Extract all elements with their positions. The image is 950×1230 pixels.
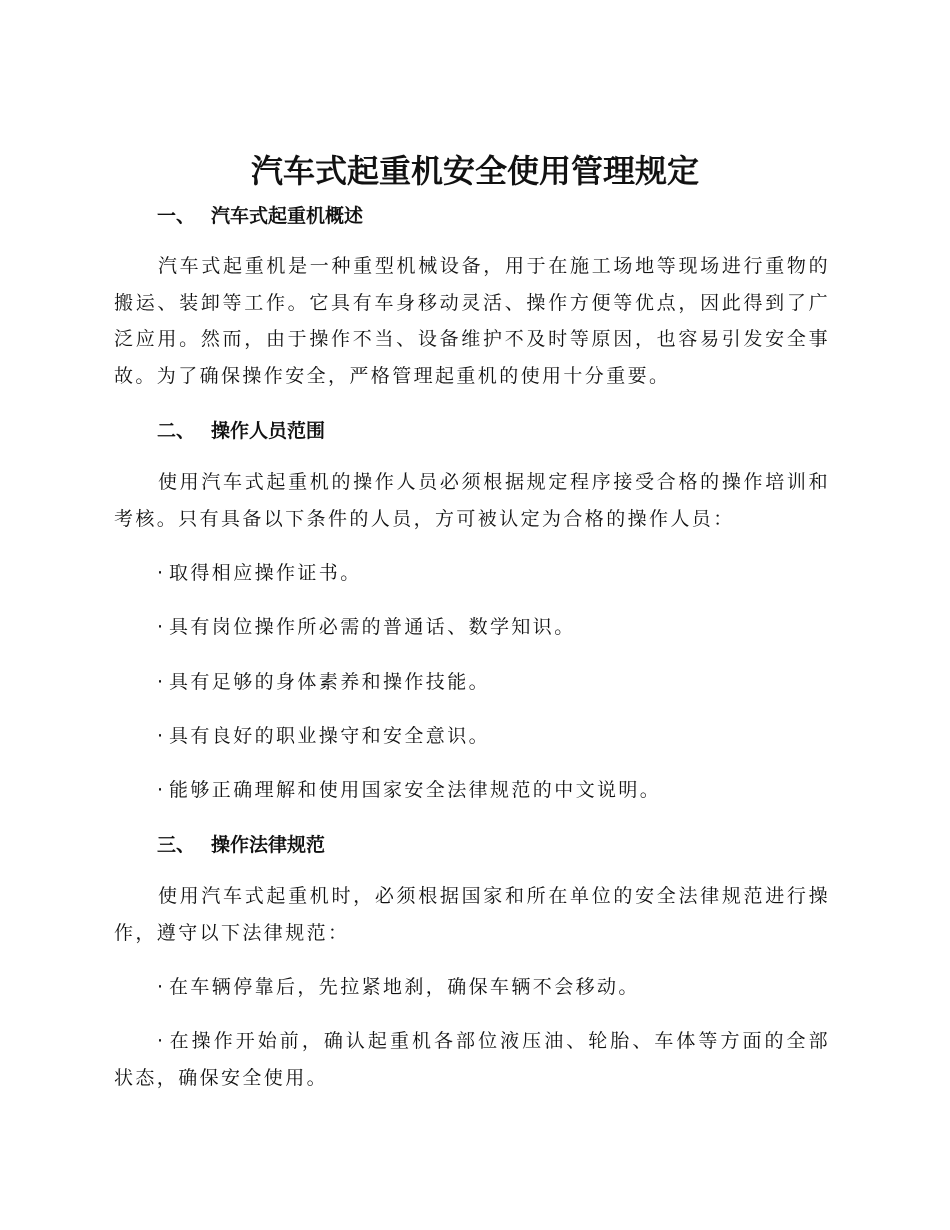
bullet-dot-icon: · [157, 1030, 164, 1052]
list-item [157, 555, 362, 591]
list-item [114, 1023, 830, 1096]
section-number: 二、 [157, 420, 196, 442]
list-item-text: 取得相应操作证书。 [169, 562, 362, 584]
list-item-text: 具有良好的职业操守和安全意识。 [169, 725, 491, 747]
list-item [157, 772, 661, 808]
list-item-text: 能够正确理解和使用国家安全法律规范的中文说明。 [169, 779, 662, 801]
list-item-text: 具有岗位操作所必需的普通话、数学知识。 [169, 616, 576, 638]
list-item [157, 664, 490, 700]
bullet-dot-icon: · [157, 562, 164, 584]
section-number: 三、 [157, 834, 196, 856]
bullet-dot-icon: · [157, 779, 164, 801]
paragraph: 汽车式起重机是一种重型机械设备，用于在施工场地等现场进行重物的搬运、装卸等工作。它具有车身移动灵活、操作方便等优点，因此得到了广泛应用。然而，由于操作不当、设备维护不及时等原因，也容易引发安全事故。为了确保操作安全，严格管理起重机的使用十分重要。 [114, 255, 830, 387]
list-item [157, 969, 640, 1005]
bullet-dot-icon: · [157, 725, 164, 747]
list-item-text: 在车辆停靠后，先拉紧地刹，确保车辆不会移动。 [169, 976, 640, 998]
paragraph: 使用汽车式起重机时，必须根据国家和所在单位的安全法律规范进行操作，遵守以下法律规范： [114, 885, 830, 944]
list-item [157, 609, 576, 645]
section-heading-3 [157, 831, 325, 859]
section-title: 操作法律规范 [211, 834, 326, 856]
section-title: 操作人员范围 [211, 420, 326, 442]
section-heading-2 [157, 417, 325, 445]
section-number: 一、 [157, 205, 196, 227]
section-title: 汽车式起重机概述 [211, 205, 364, 227]
section-heading-1 [157, 202, 363, 230]
bullet-dot-icon: · [157, 671, 164, 693]
bullet-dot-icon: · [157, 616, 164, 638]
list-item-text: 在操作开始前，确认起重机各部位液压油、轮胎、车体等方面的全部状态，确保安全使用。 [114, 1030, 830, 1089]
list-item [157, 718, 490, 754]
document-title: 汽车式起重机安全使用管理规定 [250, 152, 699, 190]
list-item-text: 具有足够的身体素养和操作技能。 [169, 671, 491, 693]
paragraph: 使用汽车式起重机的操作人员必须根据规定程序接受合格的操作培训和考核。只有具备以下条件的人员，方可被认定为合格的操作人员： [114, 471, 830, 530]
bullet-dot-icon: · [157, 976, 164, 998]
